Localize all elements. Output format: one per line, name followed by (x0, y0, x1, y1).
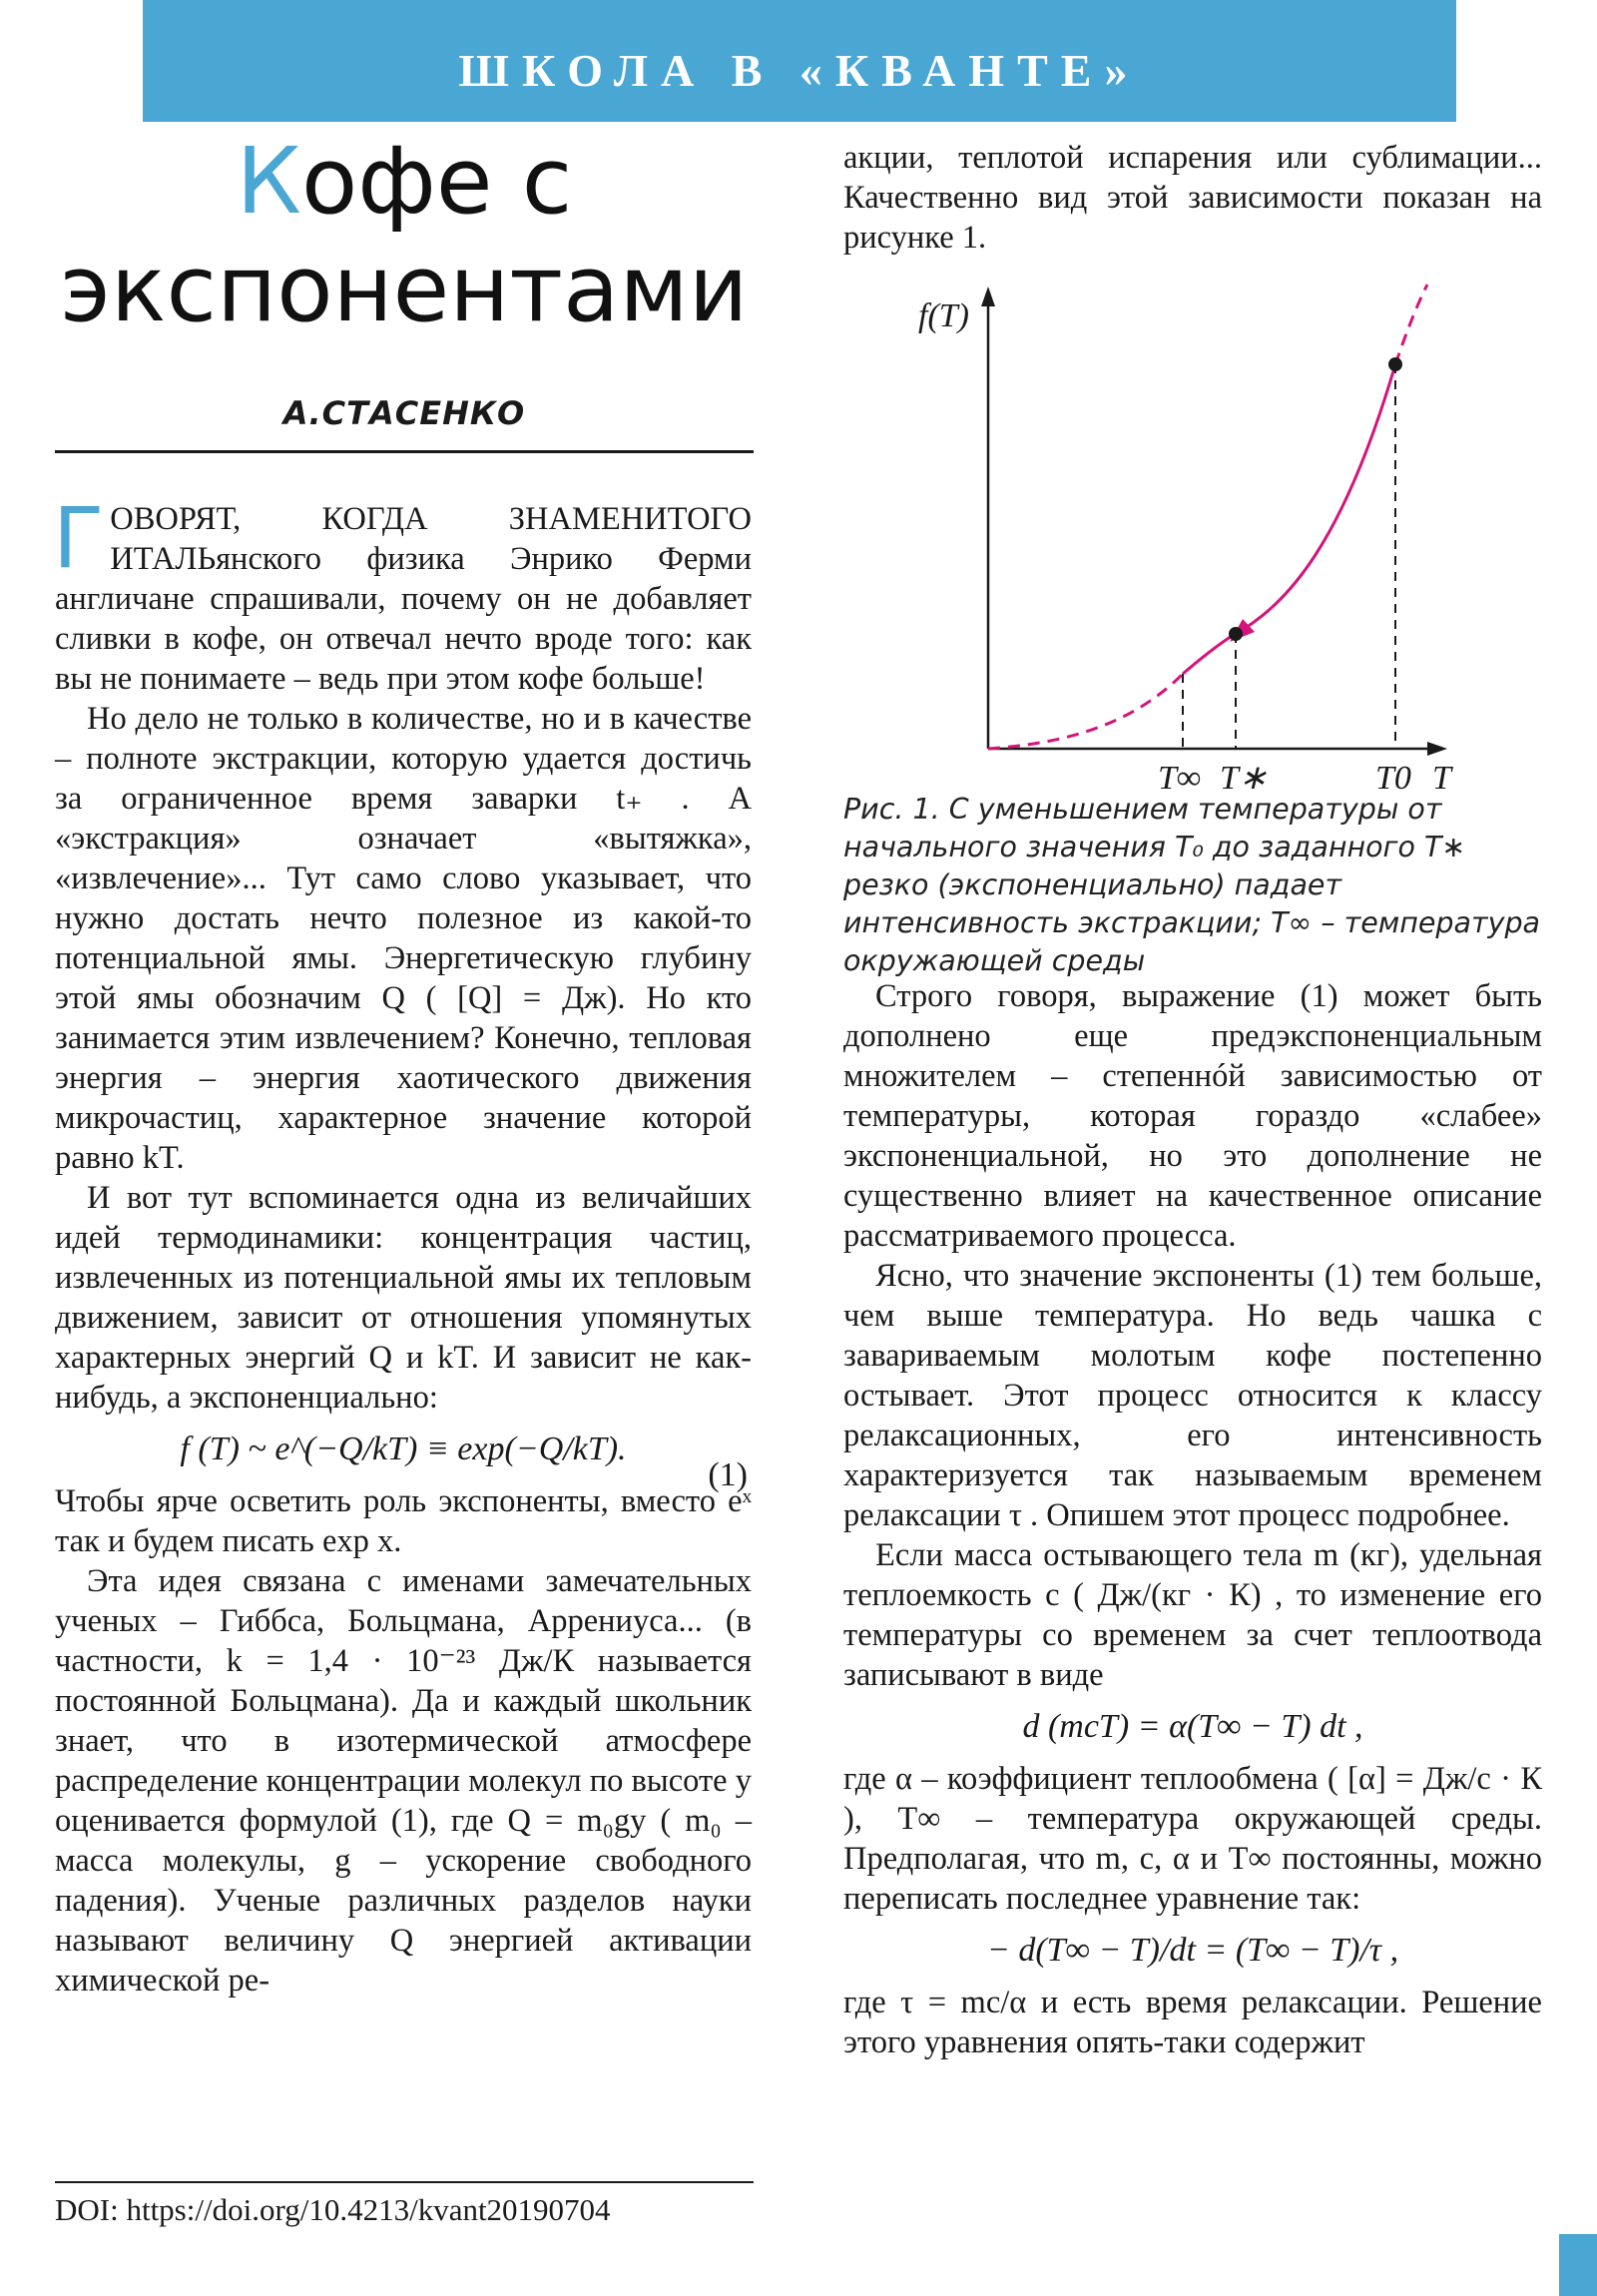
paragraph-1-text: ОВОРЯТ, КОГДА ЗНАМЕНИТОГО ИТАЛЬянского физика Энрико Ферми англичане спрашивали, почему он не добавляет сливки в кофе, он отвечал нечто вроде того: как вы не понимаете – ведь при этом кофе больше! (55, 501, 752, 697)
right-paragraph-3: Если масса остывающего тела m (кг), удельная теплоемкость c ( Дж/(кг · К) , то изменение его температуры со временем за счет теплоотвода записывают в виде (843, 1537, 1542, 1693)
point-t0 (1388, 357, 1402, 371)
point-tstar (1229, 627, 1243, 641)
right-paragraph-1: Строго говоря, выражение (1) может быть дополнено еще предэкспоненциальным множителем – степеннóй зависимостью от температуры, которая гораздо «слабее» экспоненциальной, но это дополнение не существенно влияет на качественное описание рассматриваемого процесса. (843, 978, 1542, 1254)
curve-dashed-low (988, 674, 1183, 749)
right-paragraph-top: акции, теплотой испарения или сублимации... Качественно вид этой зависимости показан на рисунке 1. (843, 140, 1542, 256)
curve-solid (1183, 364, 1395, 674)
title-first-letter: К (236, 128, 301, 235)
right-column-body (843, 976, 1542, 2062)
x-axis-arrow (1427, 742, 1447, 756)
dropcap: Г (53, 489, 105, 587)
right-paragraph-4: где α – коэффициент теплообмена ( [α] = Дж/с · К ), T∞ – температура окружающей среды. Предполагая, что m, c, α и T∞ постоянны, можно переписать последнее уравнение так: (843, 1761, 1542, 1917)
formula-2: d (mcT) = α(T∞ − T) dt , (1022, 1708, 1363, 1745)
figure-1 (868, 275, 1567, 794)
curve-dashed-top (1395, 285, 1427, 364)
page-corner-tab (1559, 2234, 1597, 2296)
formula-1-number: (1) (708, 1456, 748, 1493)
formula-1 (55, 1430, 752, 1493)
doi-text: DOI: https://doi.org/10.4213/kvant20190704 (55, 2192, 611, 2227)
paragraph-4: Чтобы ярче осветить роль экспоненты, вместо eˣ так и будем писать exp x. (55, 1483, 752, 1559)
title-line2: экспонентами (60, 236, 749, 342)
paragraph-1 (53, 489, 752, 699)
doi-divider (55, 2181, 754, 2183)
formula-1-text: f (T) ~ e^(−Q/kT) ≡ exp(−Q/kT). (180, 1431, 627, 1467)
tick-tinf: T∞ (1158, 760, 1202, 794)
paragraph-5: Эта идея связана с именами замечательных ученых – Гиббса, Больцмана, Аррениуса... (в частности, k = 1,4 · 10⁻²³ Дж/К называется постоянной Больцмана). Да и каждый школьник знает, что в изотермической атмосфере распределение концентрации молекул по высоте y оценивается формулой (1), где Q = m₀gy ( m₀ – масса молекулы, g – ускорение свободного падения). Ученые различных разделов науки называют величину Q энергией активации химической ре- (55, 1563, 752, 1999)
formula-3: − d(T∞ − T)/dt = (T∞ − T)/τ , (986, 1932, 1399, 1969)
title-line1-rest: офе с (300, 128, 573, 235)
left-column (53, 489, 752, 2001)
tick-t0: T0 (1375, 760, 1411, 794)
author-divider (55, 450, 754, 453)
right-paragraph-2: Ясно, что значение экспоненты (1) тем больше, чем выше температура. Но ведь чашка с завариваемым молотым кофе постепенно остывает. Этот процесс относится к классу релаксационных, его интенсивность характеризуется так называемым временем релаксации τ . Опишем этот процесс подробнее. (843, 1258, 1542, 1533)
right-paragraph-5: где τ = mc/α и есть время релаксации. Решение этого уравнения опять-таки содержит (843, 1985, 1542, 2060)
paragraph-3: И вот тут вспоминается одна из величайших идей термодинамики: концентрация частиц, извлеченных из потенциальной ямы их тепловым движением, зависит от отношения упомянутых характерных энергий Q и kT. И зависит не как-нибудь, а экспоненциально: (55, 1180, 752, 1416)
section-header-band (143, 0, 1456, 122)
article-author: А.СТАСЕНКО (282, 394, 526, 432)
paragraph-2: Но дело не только в количестве, но и в качестве – полноте экстракции, которую удается достичь за ограниченное время заварки t₊ . А «экстракция» означает «вытяжка», «извлечение»... Тут само слово указывает, что нужно достать нечто полезное из какой-то потенциальной ямы. Энергетическую глубину этой ямы обозначим Q ( [Q] = Дж). Но кто занимается этим извлечением? Конечно, тепловая энергия – энергия хаотического движения микрочастиц, характерное значение которой равно kT. (55, 701, 752, 1176)
y-axis-arrow (981, 287, 995, 306)
section-title: ШКОЛА В «КВАНТЕ» (458, 45, 1141, 96)
x-axis-label: T (1432, 760, 1451, 794)
right-column-top (843, 138, 1542, 258)
article-title (55, 128, 754, 343)
figure-caption: Рис. 1. С уменьшением температуры от начального значения T₀ до заданного T∗ резко (экспоненциально) падает интенсивность экстракции; T∞ – температура окружающей среды (843, 793, 1541, 977)
tick-tstar: T∗ (1220, 760, 1268, 794)
y-axis-label: f(T) (918, 297, 969, 334)
